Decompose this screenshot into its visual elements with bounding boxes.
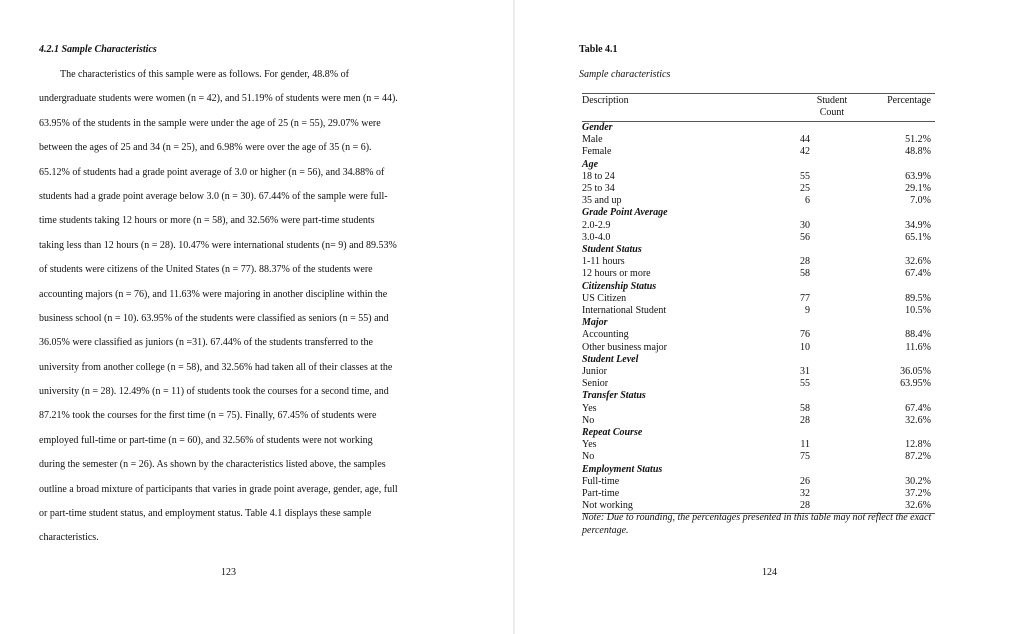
cell-percentage: 30.2% xyxy=(905,475,931,487)
text-line: 87.21% took the courses for the first time (n = 75). Finally, 67.45% of students were xyxy=(39,410,377,422)
cell-percentage: 89.5% xyxy=(905,292,931,304)
right-page xyxy=(515,0,1024,634)
text-line: outline a broad mixture of participants that varies in grade point average, gender, age, full xyxy=(39,483,398,495)
cell-count: 32 xyxy=(800,488,810,500)
table-row xyxy=(582,329,935,341)
text-line: 65.12% of students had a grade point average of 3.0 or higher (n = 56), and 34.88% of xyxy=(39,166,385,178)
group-label: Age xyxy=(582,158,599,170)
cell-percentage: 48.8% xyxy=(905,146,931,158)
cell-percentage: 29.1% xyxy=(905,183,931,195)
cell-description: 3.0-4.0 xyxy=(582,231,611,243)
text-line: 36.05% were classified as juniors (n =31). 67.44% of the students transferred to the xyxy=(39,337,373,349)
header-student-count xyxy=(782,94,882,122)
text-line: during the semester (n = 26). As shown by the characteristics listed above, the samples xyxy=(39,459,386,471)
table-group-row xyxy=(582,159,935,171)
text-line: university from another college (n = 58), and 32.56% had taken all of their classes at the xyxy=(39,361,393,373)
text-line: 63.95% of the students in the sample were under the age of 25 (n = 55), 29.07% were xyxy=(39,117,381,129)
body-paragraph xyxy=(39,69,439,557)
table-group-row xyxy=(582,207,935,219)
cell-count: 28 xyxy=(800,414,810,426)
cell-count: 28 xyxy=(800,256,810,268)
text-line: time students taking 12 hours or more (n = 58), and 32.56% were part-time students xyxy=(39,215,375,227)
cell-percentage: 37.2% xyxy=(905,488,931,500)
text-line: taking less than 12 hours (n = 28). 10.47% were international students (n= 9) and 89.53% xyxy=(39,239,397,251)
table-label: Table 4.1 xyxy=(579,44,618,55)
table-row xyxy=(582,476,935,488)
cell-description: Male xyxy=(582,134,603,146)
cell-percentage: 67.4% xyxy=(905,402,931,414)
table-row xyxy=(582,171,935,183)
text-line: of students were citizens of the United States (n = 77). 88.37% of the students were xyxy=(39,264,373,276)
table-group-row xyxy=(582,122,935,135)
cell-description: Female xyxy=(582,146,612,158)
table-row xyxy=(582,415,935,427)
cell-count: 10 xyxy=(800,341,810,353)
table-row xyxy=(582,366,935,378)
cell-description: Senior xyxy=(582,378,609,390)
cell-count: 56 xyxy=(800,231,810,243)
text-line: university (n = 28). 12.49% (n = 11) of students took the courses for a second time, and xyxy=(39,386,389,398)
cell-count: 58 xyxy=(800,268,810,280)
cell-description: Part-time xyxy=(582,488,620,500)
group-label: Gender xyxy=(582,122,613,133)
group-label: Repeat Course xyxy=(582,427,643,439)
table-row xyxy=(582,342,935,354)
cell-percentage: 32.6% xyxy=(905,414,931,426)
text-line: students had a grade point average below 3.0 (n = 30). 67.44% of the sample were full- xyxy=(39,190,388,202)
cell-count: 25 xyxy=(800,183,810,195)
table-row xyxy=(582,451,935,463)
table-row xyxy=(582,256,935,268)
text-line: employed full-time or part-time (n = 60), and 32.56% of students were not working xyxy=(39,434,373,446)
cell-description: Yes xyxy=(582,439,597,451)
section-heading: 4.2.1 Sample Characteristics xyxy=(39,44,157,55)
cell-count: 6 xyxy=(805,195,810,207)
page-number: 123 xyxy=(221,567,236,578)
table-header-row xyxy=(582,94,935,122)
table-group-row xyxy=(582,464,935,476)
group-label: Student Level xyxy=(582,353,639,365)
cell-count: 75 xyxy=(800,451,810,463)
cell-percentage: 67.4% xyxy=(905,268,931,280)
group-label: Citizenship Status xyxy=(582,280,657,292)
cell-percentage: 36.05% xyxy=(900,366,931,378)
cell-count: 26 xyxy=(800,475,810,487)
table-row xyxy=(582,232,935,244)
cell-count: 11 xyxy=(800,439,810,451)
table-group-row xyxy=(582,244,935,256)
table-group-row xyxy=(582,281,935,293)
cell-count: 55 xyxy=(800,170,810,182)
cell-percentage: 32.6% xyxy=(905,256,931,268)
cell-percentage: 11.6% xyxy=(905,341,931,353)
cell-description: Other business major xyxy=(582,341,667,353)
cell-count: 31 xyxy=(800,366,810,378)
text-line: between the ages of 25 and 34 (n = 25), and 6.98% were over the age of 35 (n = 6). xyxy=(39,142,372,154)
cell-count: 30 xyxy=(800,219,810,231)
cell-description: Yes xyxy=(582,402,597,414)
table-group-row xyxy=(582,390,935,402)
table-title: Sample characteristics xyxy=(579,69,671,80)
header-description: Description xyxy=(582,95,629,106)
table-row xyxy=(582,439,935,451)
cell-count: 28 xyxy=(800,500,810,512)
table-group-row xyxy=(582,354,935,366)
table-row xyxy=(582,195,935,207)
header-count-line2: Count xyxy=(819,107,845,118)
text-line: characteristics. xyxy=(39,532,99,544)
text-line: business school (n = 10). 63.95% of the students were classified as seniors (n = 55) and xyxy=(39,312,389,324)
cell-percentage: 12.8% xyxy=(905,439,931,451)
cell-description: No xyxy=(582,414,595,426)
cell-description: 25 to 34 xyxy=(582,183,615,195)
cell-percentage: 63.95% xyxy=(900,378,931,390)
cell-count: 44 xyxy=(800,134,810,146)
text-line: accounting majors (n = 76), and 11.63% were majoring in another discipline within the xyxy=(39,288,388,300)
table-note: Note: Due to rounding, the percentages presented in this table may not reflect the exact percentage. xyxy=(582,512,932,536)
table-row xyxy=(582,134,935,146)
cell-count: 55 xyxy=(800,378,810,390)
cell-description: US Citizen xyxy=(582,292,627,304)
cell-count: 42 xyxy=(800,146,810,158)
table-body xyxy=(582,122,935,514)
sample-table xyxy=(582,93,935,514)
cell-description: No xyxy=(582,451,595,463)
group-label: Employment Status xyxy=(582,463,663,475)
cell-description: 35 and up xyxy=(582,195,622,207)
cell-description: 12 hours or more xyxy=(582,268,651,280)
cell-description: Not working xyxy=(582,500,633,512)
cell-percentage: 7.0% xyxy=(910,195,931,207)
cell-description: Junior xyxy=(582,366,607,378)
header-count-line1: Student xyxy=(816,95,848,106)
page-number: 124 xyxy=(762,567,777,578)
cell-description: Full-time xyxy=(582,475,620,487)
table-row xyxy=(582,305,935,317)
cell-percentage: 88.4% xyxy=(905,329,931,341)
table-row xyxy=(582,488,935,500)
cell-percentage: 65.1% xyxy=(905,231,931,243)
cell-count: 76 xyxy=(800,329,810,341)
cell-percentage: 34.9% xyxy=(905,219,931,231)
cell-count: 9 xyxy=(805,305,810,317)
group-label: Student Status xyxy=(582,244,642,256)
group-label: Transfer Status xyxy=(582,390,646,402)
table-row xyxy=(582,293,935,305)
table-group-row xyxy=(582,317,935,329)
cell-description: Accounting xyxy=(582,329,629,341)
cell-count: 58 xyxy=(800,402,810,414)
cell-count: 77 xyxy=(800,292,810,304)
header-percentage: Percentage xyxy=(887,95,931,106)
table-row xyxy=(582,268,935,280)
table-group-row xyxy=(582,427,935,439)
cell-percentage: 32.6% xyxy=(905,500,931,512)
cell-percentage: 10.5% xyxy=(905,305,931,317)
cell-percentage: 87.2% xyxy=(905,451,931,463)
table-row xyxy=(582,378,935,390)
text-line: The characteristics of this sample were as follows. For gender, 48.8% of xyxy=(60,69,349,80)
table-row xyxy=(582,146,935,158)
group-label: Major xyxy=(582,317,608,329)
cell-description: 1-11 hours xyxy=(582,256,625,268)
table-row xyxy=(582,183,935,195)
cell-description: International Student xyxy=(582,305,667,317)
cell-percentage: 63.9% xyxy=(905,170,931,182)
group-label: Grade Point Average xyxy=(582,207,668,219)
table-row xyxy=(582,403,935,415)
cell-percentage: 51.2% xyxy=(905,134,931,146)
table-row xyxy=(582,220,935,232)
cell-description: 2.0-2.9 xyxy=(582,219,611,231)
text-line: undergraduate students were women (n = 42), and 51.19% of students were men (n = 44). xyxy=(39,93,398,105)
cell-description: 18 to 24 xyxy=(582,170,615,182)
text-line: or part-time student status, and employment status. Table 4.1 displays these sample xyxy=(39,508,372,520)
